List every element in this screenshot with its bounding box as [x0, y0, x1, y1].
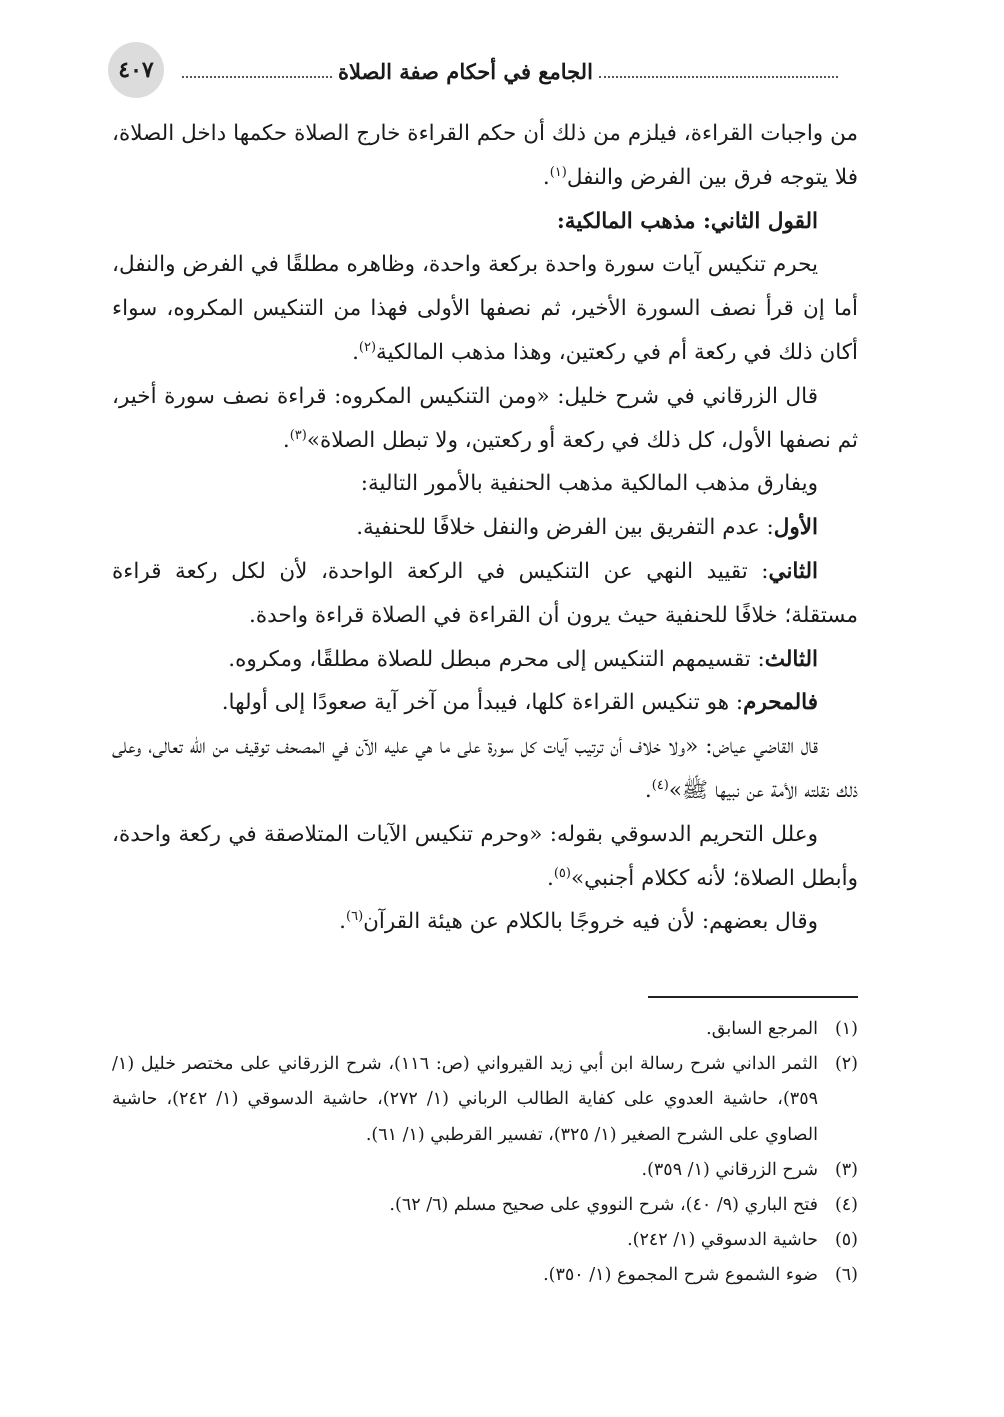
- paragraph-text: : عدم التفريق بين الفرض والنفل خلافًا للحنفية.: [356, 515, 774, 541]
- footnote-text: حاشية الدسوقي (١/ ٢٤٢).: [627, 1230, 818, 1251]
- paragraph: [112, 725, 858, 813]
- footnote-ref[interactable]: (٣): [289, 427, 307, 443]
- paragraph-end: .: [282, 427, 290, 453]
- paragraph-text: من واجبات القراءة، فيلزم من ذلك أن حكم القراءة خارج الصلاة حكمها داخل الصلاة، فلا يتوجه فرق بين الفرض والنفل: [112, 121, 858, 190]
- paragraph-text: : تقييد النهي عن التنكيس في الركعة الواحدة، لأن لكل ركعة قراءة مستقلة؛ خلافًا للحنفية حيث يرون أن القراءة في الصلاة قراءة واحدة.: [112, 558, 858, 628]
- footnote: [112, 1047, 858, 1153]
- main-text: [112, 112, 858, 944]
- paragraph: [112, 550, 858, 638]
- footnote-text: المرجع السابق.: [706, 1019, 818, 1039]
- running-title-bar: [176, 54, 844, 88]
- paragraph: [112, 112, 858, 200]
- paragraph-text: وعلل التحريم الدسوقي بقوله: «وحرم تنكيس الآيات المتلاصقة في ركعة واحدة، وأبطل الصلاة؛ لأنه ككلام أجنبي»: [112, 821, 858, 891]
- footnote: [112, 1188, 858, 1223]
- footnote-text: الثمر الداني شرح رسالة ابن أبي زيد القيرواني (ص: ١١٦)، شرح الزرقاني على مختصر خليل (١/ ٣٥٩)، حاشية العدوي على كفاية الطالب الرباني (١/ ٢٧٢)، حاشية الدسوقي (١/ ٢٤٢)، حاشية الصاوي على الشرح الصغير (١/ ٣٢٥)، تفسير القرطبي (١/ ٦١).: [112, 1054, 818, 1145]
- page-number-badge: [108, 42, 164, 98]
- paragraph-text: : هو تنكيس القراءة كلها، فيبدأ من آخر آية صعودًا إلى أولها.: [221, 690, 744, 716]
- footnote-number: (٤): [834, 1195, 858, 1216]
- paragraph: [112, 375, 858, 463]
- paragraph: [112, 813, 858, 901]
- paragraph-end: .: [542, 164, 550, 190]
- paragraph-text: قال الزرقاني في شرح خليل: «ومن التنكيس المكروه: قراءة نصف سورة أخير، ثم نصفها الأول، كل ذلك في ركعة أو ركعتين، ولا تبطل الصلاة»: [112, 383, 858, 453]
- title-leader-right: [182, 76, 332, 78]
- paragraph-text: وقال بعضهم: لأن فيه خروجًا بالكلام عن هيئة القرآن: [363, 909, 818, 935]
- footnote-ref[interactable]: (٤): [651, 777, 669, 793]
- footnote-number: (٥): [834, 1230, 858, 1251]
- footnote-separator: [648, 996, 858, 998]
- footnote-ref[interactable]: (٦): [346, 909, 364, 925]
- footnote-ref[interactable]: (٢): [358, 339, 377, 355]
- paragraph-end: .: [644, 777, 652, 803]
- title-leader-left: [599, 76, 838, 78]
- paragraph-lead: الثاني: [768, 558, 818, 584]
- paragraph-end: .: [352, 339, 359, 365]
- footnote: [112, 1258, 858, 1293]
- footnote-ref[interactable]: (١): [549, 164, 567, 180]
- footnotes: [112, 1012, 858, 1294]
- paragraph: [112, 506, 858, 550]
- footnote-text: شرح الزرقاني (١/ ٣٥٩).: [641, 1159, 818, 1180]
- paragraph-text: يحرم تنكيس آيات سورة واحدة بركعة واحدة، وظاهره مطلقًا في الفرض والنفل، أما إن قرأ نصف السورة الأخير، ثم نصفها الأولى فهذا من التنكيس المكروه، سواء أكان ذلك في ركعة أم في ركعتين، وهذا مذهب المالكية: [112, 252, 858, 365]
- footnote: [112, 1012, 858, 1047]
- footnote-text: ضوء الشموع شرح المجموع (١/ ٣٥٠).: [543, 1265, 818, 1286]
- paragraph-lead: فالمحرم: [743, 690, 818, 716]
- footnote-number: (٦): [834, 1265, 858, 1286]
- footnote-text: فتح الباري (٩/ ٤٠)، شرح النووي على صحيح مسلم (٦/ ٦٢).: [389, 1195, 818, 1216]
- paragraph-text: قال القاضي عياض: «ولا خلاف أن ترتيب آيات كل سورة على ما هي عليه الآن في المصحف توقيف من الله تعالى، وعلى ذلك نقلته الأمة عن نبيها ﷺ»: [112, 734, 858, 803]
- footnote-number: (٣): [834, 1159, 858, 1180]
- footnote-ref[interactable]: (٥): [553, 865, 571, 881]
- paragraph: [112, 900, 858, 944]
- paragraph-lead: الثالث: [764, 646, 818, 672]
- paragraph-text: ويفارق مذهب المالكية مذهب الحنفية بالأمور التالية:: [360, 471, 818, 497]
- page-number: ٤٠٧: [118, 57, 154, 83]
- section-heading: [112, 200, 858, 244]
- heading-text: القول الثاني: مذهب المالكية:: [556, 208, 818, 234]
- paragraph-text: : تقسيمهم التنكيس إلى محرم مبطل للصلاة مطلقًا، ومكروه.: [228, 646, 765, 672]
- paragraph: [112, 462, 858, 506]
- paragraph-end: .: [546, 865, 554, 891]
- paragraph: [112, 681, 858, 725]
- page-header: [108, 42, 844, 98]
- paragraph: [112, 638, 858, 682]
- running-title: الجامع في أحكام صفة الصلاة: [338, 58, 593, 84]
- paragraph: [112, 243, 858, 374]
- footnote: [112, 1223, 858, 1258]
- footnote-number: (١): [834, 1019, 858, 1039]
- footnote-number: (٢): [834, 1054, 858, 1075]
- paragraph-end: .: [339, 909, 346, 935]
- paragraph-lead: الأول: [773, 515, 818, 541]
- footnote: [112, 1153, 858, 1188]
